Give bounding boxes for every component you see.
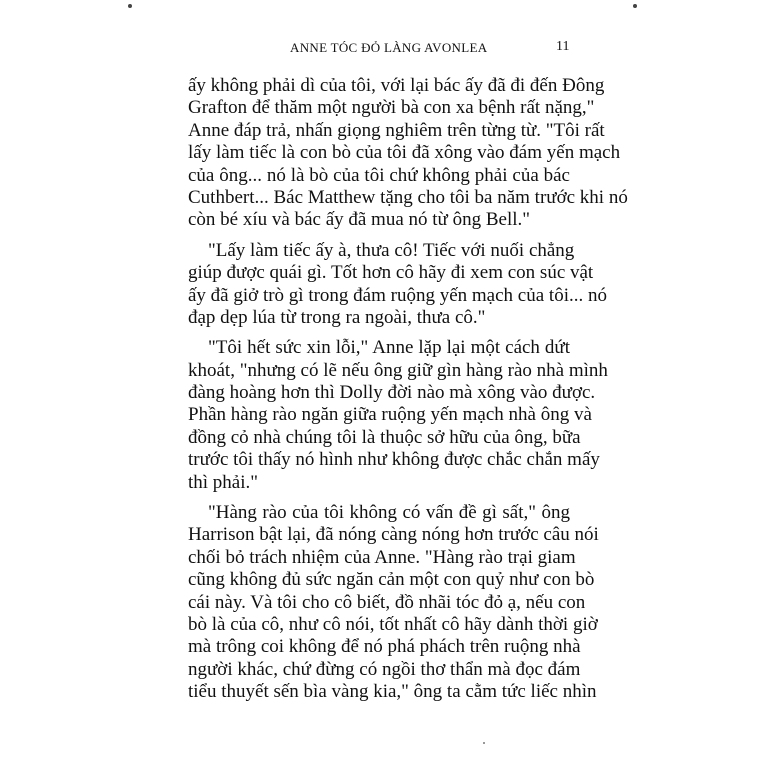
text-line: còn bé xíu và bác ấy đã mua nó từ ông Bell."	[188, 209, 531, 231]
text-line: cũng không đủ sức ngăn cản một con quỷ như con bò	[188, 569, 595, 591]
page-number: 11	[556, 39, 570, 54]
running-head: ANNE TÓC ĐỎ LÀNG AVONLEA	[290, 40, 488, 55]
text-line: trước tôi thấy nó hình như không được chắc chắn mấy	[188, 449, 600, 471]
paragraph	[188, 239, 607, 330]
text-line: cái này. Và tôi cho cô biết, đồ nhãi tóc đỏ ạ, nếu con	[188, 591, 586, 613]
paragraph	[188, 337, 608, 494]
text-line: Phần hàng rào ngăn giữa ruộng yến mạch nhà ông và	[188, 404, 592, 426]
text-line: Grafton để thăm một người bà con xa bệnh rất nặng,"	[188, 97, 595, 119]
text-line: Cuthbert... Bác Matthew tặng cho tôi ba năm trước khi nó	[188, 186, 628, 208]
scan-speck	[483, 742, 485, 744]
paragraph-gap	[188, 494, 570, 502]
paragraph-gap	[188, 232, 570, 240]
text-line: đạp dẹp lúa từ trong ra ngoài, thưa cô."	[188, 306, 486, 328]
text-line: chối bỏ trách nhiệm của Anne. "Hàng rào trại giam	[188, 546, 576, 568]
text-line: ấy đã giở trò gì trong đám ruộng yến mạch của tôi... nó	[188, 284, 607, 306]
text-line: "Tôi hết sức xin lỗi," Anne lặp lại một cách dứt	[208, 337, 570, 359]
text-line: của ông... nó là bò của tôi chứ không phải của bác	[188, 164, 570, 186]
text-line: Anne đáp trả, nhấn giọng nghiêm trên từng từ. "Tôi rất	[188, 119, 605, 141]
text-line: bò là của cô, như cô nói, tốt nhất cô hãy dành thời giờ	[188, 613, 598, 635]
body-text	[188, 75, 628, 704]
text-line: tiểu thuyết sến bìa vàng kia," ông ta cằm tức liếc nhìn	[188, 681, 597, 703]
text-line: "Hàng rào của tôi không có vấn đề gì sất," ông	[208, 502, 570, 524]
paragraph-gap	[188, 329, 570, 337]
text-line: lấy làm tiếc là con bò của tôi đã xông vào đám yến mạch	[188, 142, 621, 164]
paragraph	[188, 75, 628, 232]
text-line: mà trông coi không để nó phá phách trên ruộng nhà	[188, 636, 581, 658]
text-line: "Lấy làm tiếc ấy à, thưa cô! Tiếc với nuối chẳng	[208, 239, 575, 261]
text-line: giúp được quái gì. Tốt hơn cô hãy đi xem con súc vật	[188, 262, 594, 284]
scan-mark-left	[128, 4, 132, 8]
text-line: khoát, "nhưng có lẽ nếu ông giữ gìn hàng rào nhà mình	[188, 359, 608, 381]
text-line: Harrison bật lại, đã nóng càng nóng hơn trước câu nói	[188, 524, 599, 546]
text-line: ấy không phải dì của tôi, với lại bác ấy đã đi đến Đông	[188, 75, 605, 96]
text-line: người khác, chứ đừng có ngồi thơ thẩn mà đọc đám	[188, 658, 581, 680]
scan-mark-right	[633, 4, 637, 8]
paragraph	[188, 502, 599, 704]
text-line: thì phải."	[188, 471, 259, 493]
text-line: đàng hoàng hơn thì Dolly đời nào mà xông vào được.	[188, 382, 596, 404]
text-line: đồng cỏ nhà chúng tôi là thuộc sở hữu của ông, bữa	[188, 426, 581, 448]
